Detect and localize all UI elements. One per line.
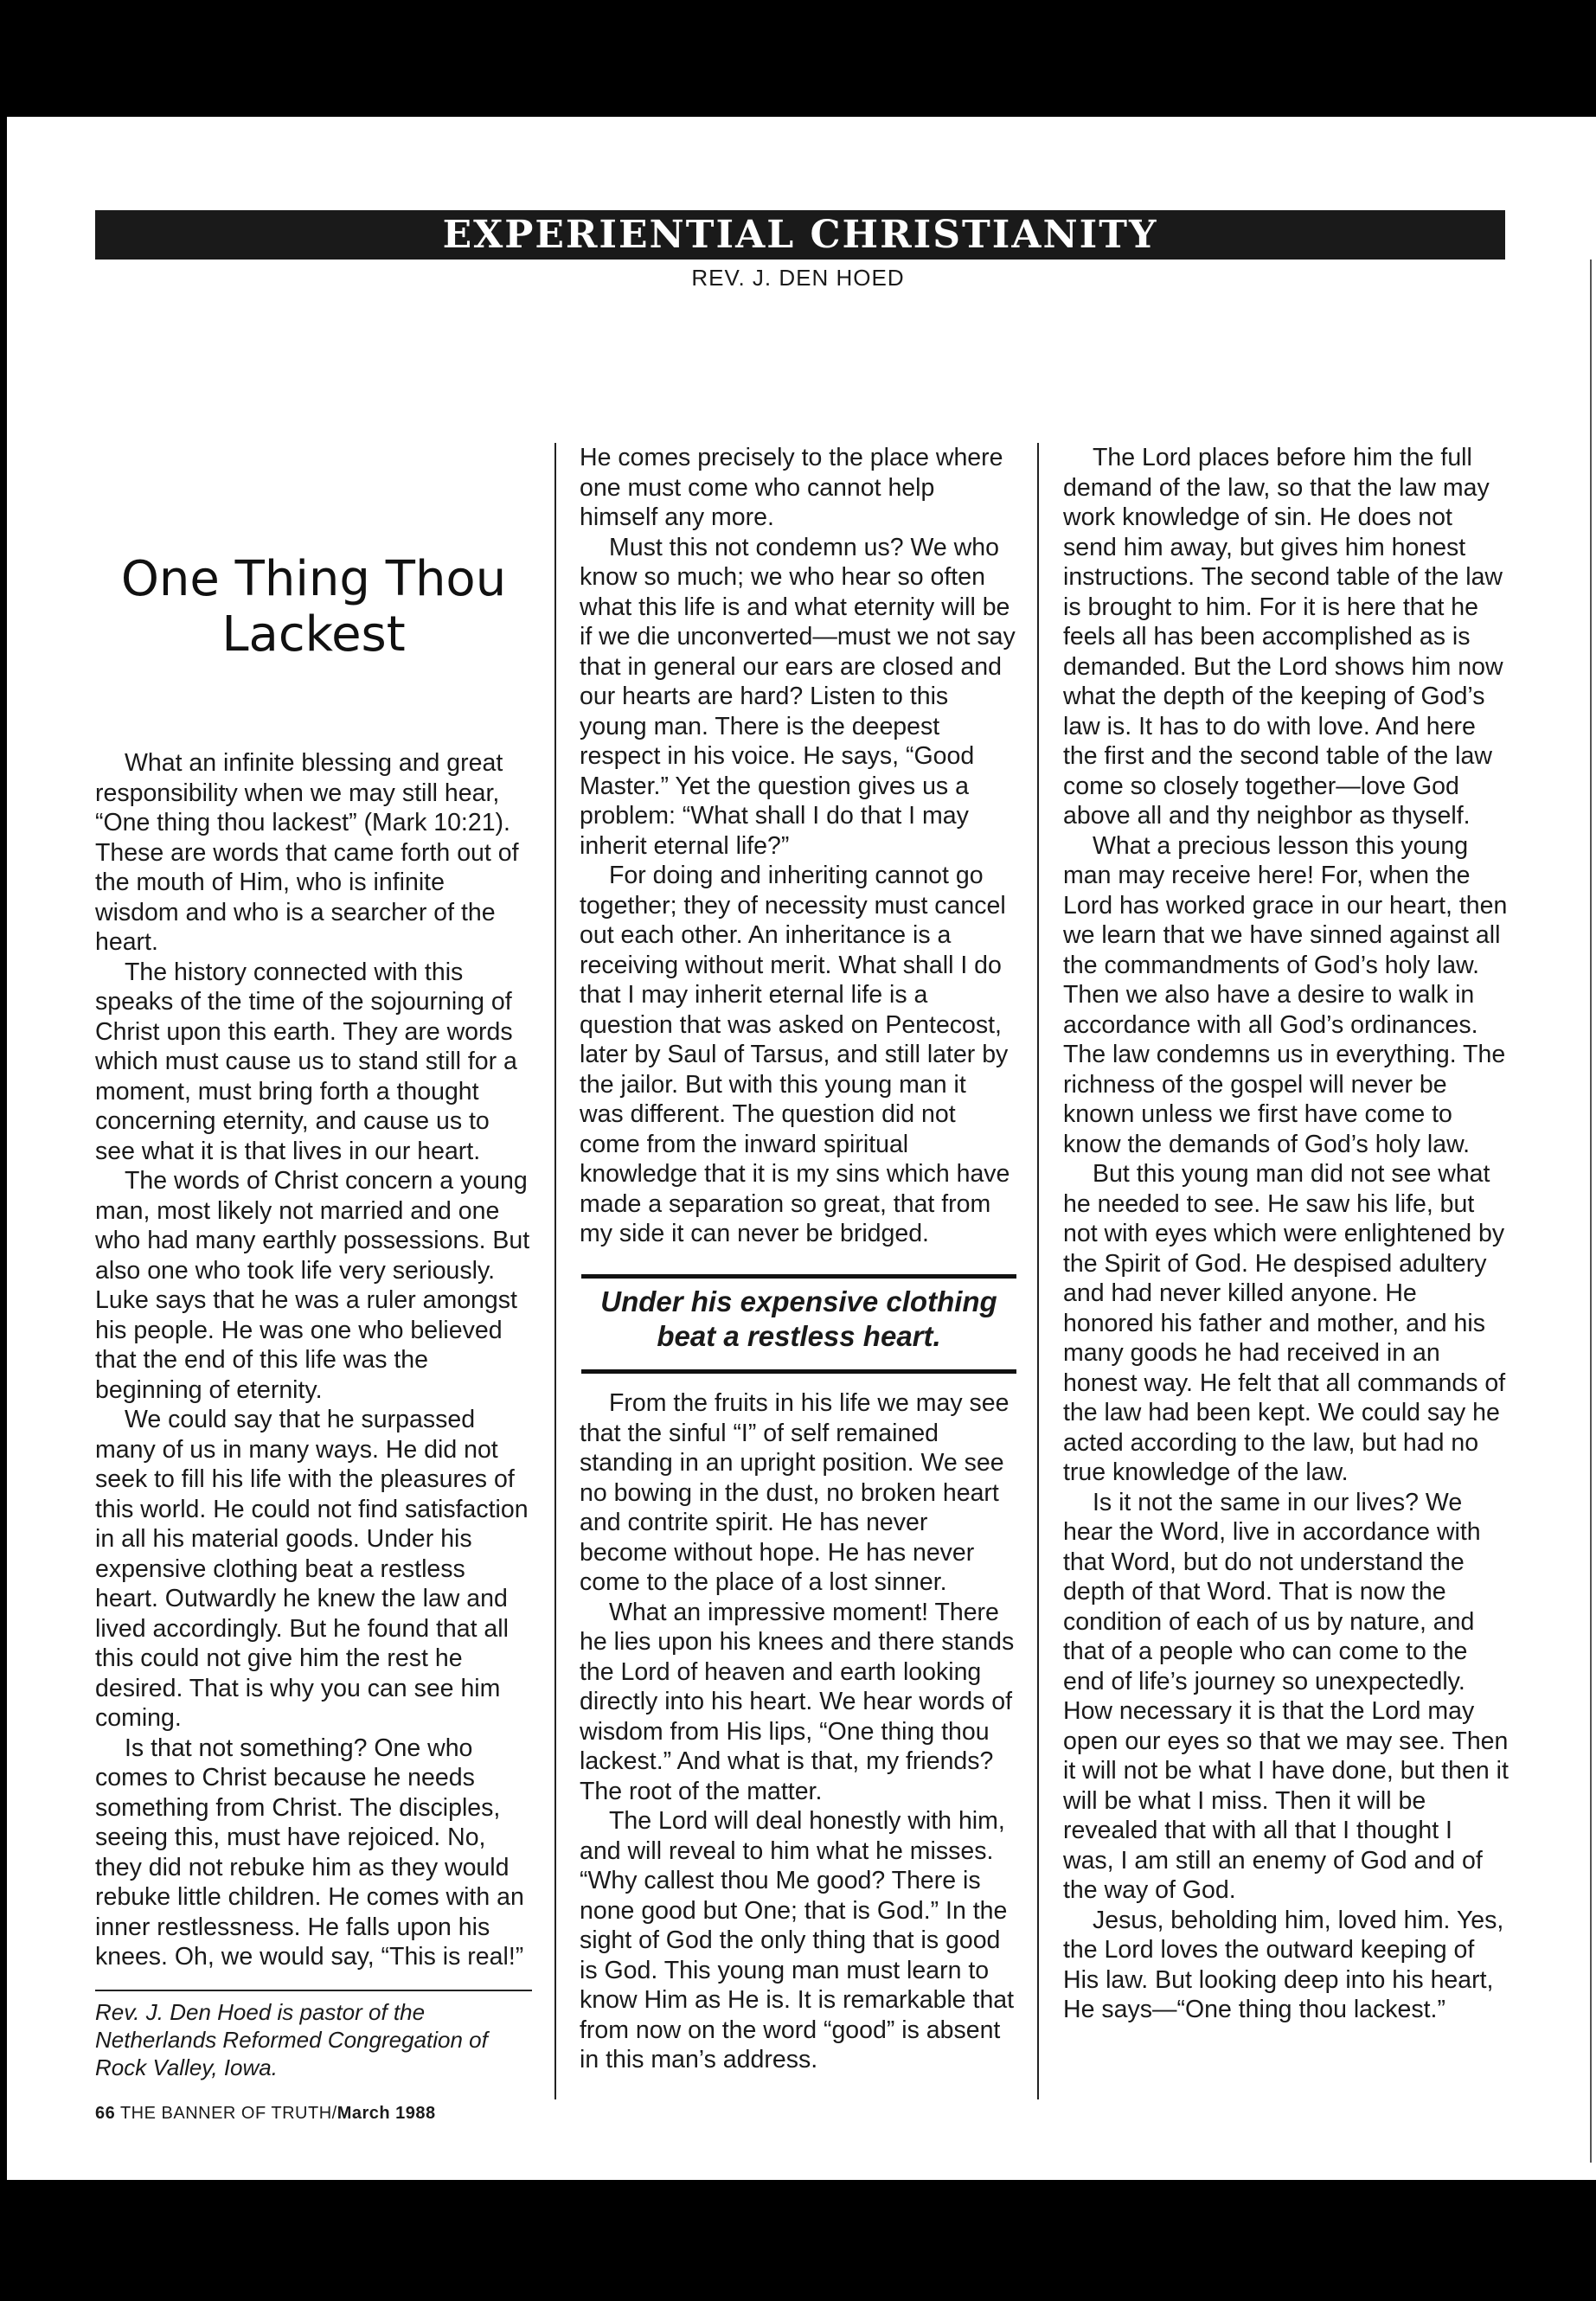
paragraph: The Lord places before him the full demand of the law, so that the law may work knowledge of sin. He does not send him away, but gives him honest instructions. The second table of the law is brought to him. For it is here that he feels all has been accomplished as is demanded. But the Lord shows him now what the depth of the keeping of God’s law is. It has to do with love. And here the first and the second table of the law come so closely together—love God above all and thy neighbor as thyself.	[1063, 444, 1503, 830]
issue-date: March 1988	[337, 2104, 436, 2123]
scan-border-bottom	[0, 2180, 1596, 2301]
paragraph: Must this not condemn us? We who know so much; we who hear so often what this life is and what eternity will be if we die unconverted—must we not say that in general our ears are closed and our hearts are hard? Listen to this young man. There is the deepest respect in his voice. He says, “Good Master.” Yet the question gives us a problem: “What shall I do that I may inherit eternal life?”	[580, 533, 1016, 860]
paragraph: What an infinite blessing and great responsibility when we may still hear, “One thing thou lackest” (Mark 10:21). These are words that came forth out of the mouth of Him, who is infinite wisdom and who is a searcher of the heart.	[95, 749, 519, 956]
paragraph: The Lord will deal honestly with him, and will reveal to him what he misses. “Why callest thou Me good? There is none good but One; that is God.” In the sight of God the only thing that is good is God. This young man must learn to know Him as He is. It is remarkable that from now on the word “good” is absent in this man’s address.	[580, 1807, 1015, 2073]
column-2	[580, 443, 1016, 1249]
paragraph: The history connected with this speaks of the time of the sojourning of Christ upon this earth. They are words which must cause us to stand still for a moment, must bring forth a thought concerning eternity, and cause us to see what it is that lives in our heart.	[95, 958, 517, 1165]
paragraph: The words of Christ concern a young man, most likely not married and one who had many earthly possessions. But also one who took life very seriously. Luke says that he was a ruler amongst his people. He was one who believed that the end of this life was the beginning of eternity.	[95, 1167, 530, 1404]
column-1	[95, 748, 532, 1972]
section-banner: EXPERIENTIAL CHRISTIANITY	[95, 210, 1505, 260]
column-divider	[1037, 443, 1039, 2099]
publication-name: THE BANNER OF TRUTH/	[119, 2104, 337, 2123]
column-divider	[554, 443, 556, 2099]
paragraph: What a precious lesson this young man may receive here! For, when the Lord has worked grace in our heart, then we learn that we have sinned against all the commandments of God’s holy law. Then we also have a desire to walk in accordance with all God’s ordinances. The law condemns us in everything. The richness of the gospel will never be known unless we first have come to know the demands of God’s holy law.	[1063, 831, 1508, 1158]
column-2-continued	[580, 1388, 1016, 2075]
paragraph: What an impressive moment! There he lies upon his knees and there stands the Lord of heaven and earth looking directly into his heart. We hear words of wisdom from His lips, “One thing thou lackest.” And what is that, my friends? The root of the matter.	[580, 1598, 1015, 1805]
column-3	[1063, 443, 1509, 2025]
pull-quote-rule-top	[581, 1274, 1016, 1279]
paragraph: Jesus, beholding him, loved him. Yes, the Lord loves the outward keeping of His law. But looking deep into his heart, He says—“One thing thou lackest.”	[1063, 1906, 1504, 2023]
scan-border-left	[0, 117, 7, 2180]
paragraph: Is it not the same in our lives? We hear the Word, live in accordance with that Word, but do not understand the depth of that Word. That is now the condition of each of us by nature, and that of a people who can come to the end of life’s journey so unexpectedly. How necessary it is that the Lord may open our eyes so that we may see. Then it will not be what I have done, but then it will be what I miss. Then it will be revealed that with all that I thought I was, I am still an enemy of God and of the way of God.	[1063, 1488, 1509, 1904]
article-title: One Thing Thou Lackest	[120, 551, 507, 663]
paragraph: We could say that he surpassed many of us in many ways. He did not seek to fill his life with the pleasures of this world. He could not find satisfaction in all his material goods. Under his expensive clothing beat a restless heart. Outwardly he knew the law and lived accordingly. But he found that all this could not give him the rest he desired. That is why you can see him coming.	[95, 1406, 529, 1732]
page-footer	[95, 2104, 436, 2124]
paragraph: He comes precisely to the place where one must come who cannot help himself any more.	[580, 444, 1003, 531]
paragraph: For doing and inheriting cannot go together; they of necessity must cancel out each other. An inheritance is a receiving without merit. What shall I do that I may inherit eternal life is a question that was asked on Pentecost, later by Saul of Tarsus, and still later by the jailor. But with this young man it was different. The question did not come from the inward spiritual knowledge that it is my sins which have made a separation so great, that from my side it can never be bridged.	[580, 862, 1010, 1247]
pull-quote-rule-bottom	[581, 1369, 1016, 1374]
page-number: 66	[95, 2104, 116, 2123]
author-bio: Rev. J. Den Hoed is pastor of the Netherlands Reformed Congregation of Rock Valley, Iowa.	[95, 1999, 488, 2080]
paragraph: But this young man did not see what he needed to see. He saw his life, but not with eyes which were enlightened by the Spirit of God. He despised adultery and had never killed anyone. He honored his father and mother, and his many goods he had received in an honest way. He felt that all commands of the law had been kept. We could say he acted according to the law, but had no true knowledge of the law.	[1063, 1160, 1506, 1486]
scan-border-top	[0, 0, 1596, 117]
scan-border-right	[1590, 260, 1592, 2163]
paragraph: From the fruits in his life we may see that the sinful “I” of self remained standing in an upright position. We see no bowing in the dust, no broken heart and contrite spirit. He has never become without hope. He has never come to the place of a lost sinner.	[580, 1389, 1010, 1596]
bio-divider	[95, 1990, 532, 1991]
author-byline: REV. J. DEN HOED	[691, 265, 905, 291]
paragraph: Is that not something? One who comes to Christ because he needs something from Christ. The disciples, seeing this, must have rejoiced. No, they did not rebuke him as they would rebuke little children. He comes with an inner restlessness. He falls upon his knees. Oh, we would say, “This is real!”	[95, 1734, 524, 1971]
pull-quote: Under his expensive clothing beat a restless heart.	[600, 1285, 997, 1352]
